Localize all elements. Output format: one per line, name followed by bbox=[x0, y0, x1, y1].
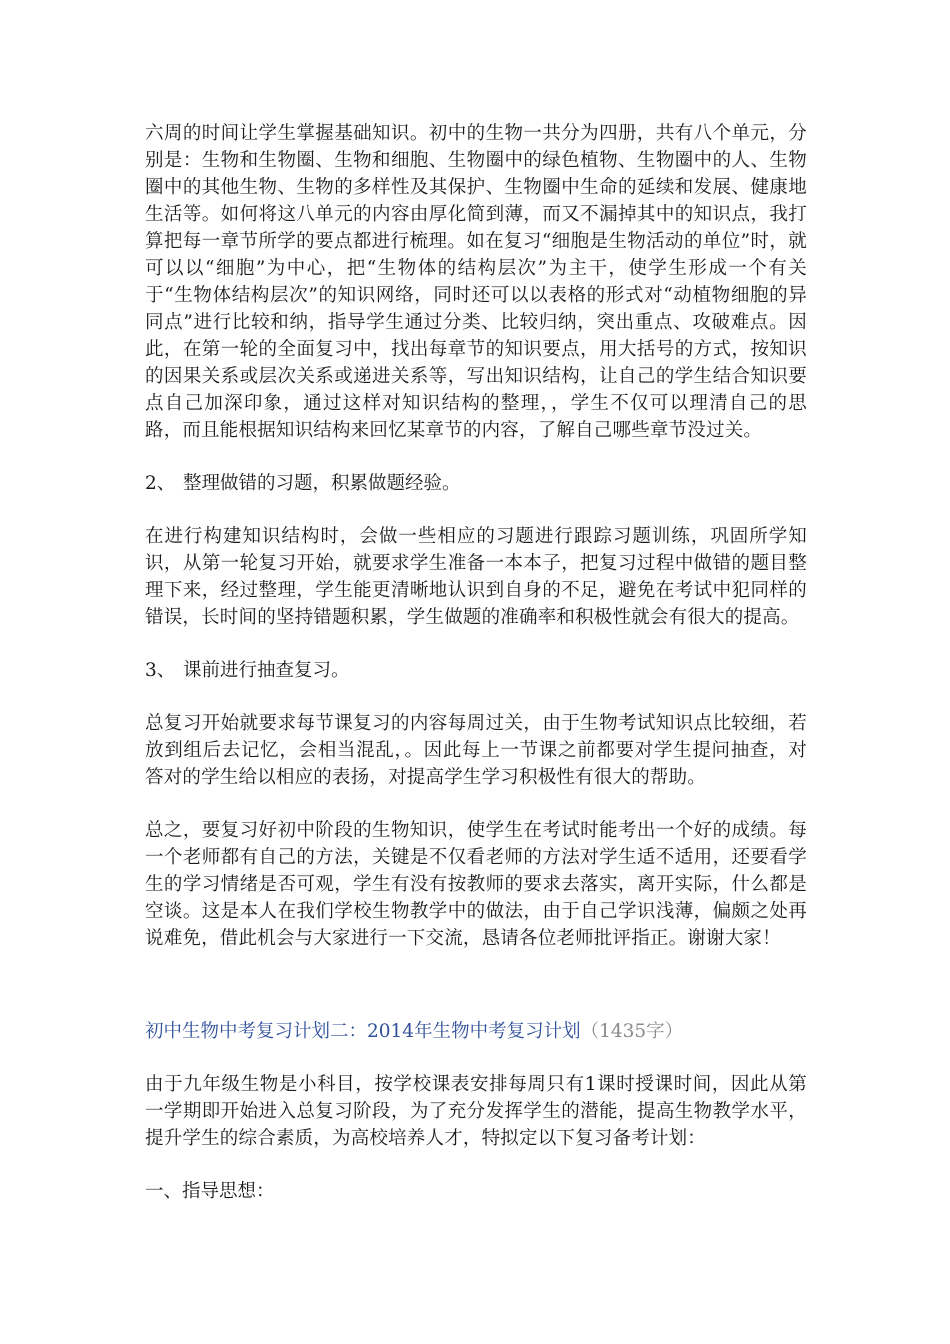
document-page bbox=[145, 120, 807, 1205]
list-item-2-text: 整理做错的习题，积累做题经验。 bbox=[183, 473, 461, 494]
list-item-2-number: 2、 bbox=[145, 473, 176, 494]
list-item-3 bbox=[145, 657, 807, 684]
section-heading-title[interactable]: 初中生物中考复习计划二：2014年生物中考复习计划 bbox=[145, 1021, 581, 1042]
list-item-2 bbox=[145, 470, 807, 497]
list-item-3-number: 3、 bbox=[145, 660, 176, 681]
list-item-3-text: 课前进行抽查复习。 bbox=[183, 660, 350, 681]
paragraph-knowledge-review: 六周的时间让学生掌握基础知识。初中的生物一共分为四册，共有八个单元，分别是：生物和生物圈、生物和细胞、生物圈中的绿色植物、生物圈中的人、生物圈中的其他生物、生物的多样性及其保护、生物圈中生命的延续和发展、健康地生活等。如何将这八单元的内容由厚化简到薄，而又不漏掉其中的知识点，我打算把每一章节所学的要点都进行梳理。如在复习“细胞是生物活动的单位”时，就可以以“细胞”为中心，把“生物体的结构层次”为主干，使学生形成一个有关于“生物体结构层次”的知识网络，同时还可以以表格的形式对“动植物细胞的异同点”进行比较和纳，指导学生通过分类、比较归纳，突出重点、攻破难点。因此，在第一轮的全面复习中，找出每章节的知识要点，用大括号的方式，按知识的因果关系或层次关系或递进关系等，写出知识结构，让自己的学生结合知识要点自己加深印象，通过这样对知识结构的整理，，学生不仅可以理清自己的思路，而且能根据知识结构来回忆某章节的内容，了解自己哪些章节没过关。 bbox=[145, 123, 807, 441]
section-heading-link[interactable] bbox=[145, 1018, 807, 1045]
paragraph-plan-intro: 由于九年级生物是小科目，按学校课表安排每周只有1课时授课时间，因此从第一学期即开始进入总复习阶段，为了充分发挥学生的潜能，提高生物教学水平，提升学生的综合素质，为高校培养人才，特拟定以下复习备考计划： bbox=[145, 1074, 807, 1149]
paragraph-conclusion: 总之，要复习好初中阶段的生物知识，使学生在考试时能考出一个好的成绩。每一个老师都有自己的方法，关键是不仅看老师的方法对学生适不适用，还要看学生的学习情绪是否可观，学生有没有按教师的要求去落实，离开实际，什么都是空谈。这是本人在我们学校生物教学中的做法，由于自己学识浅薄，偏颇之处再说难免，借此机会与大家进行一下交流，恳请各位老师批评指正。谢谢大家！ bbox=[145, 820, 807, 949]
paragraph-spot-check: 总复习开始就要求每节课复习的内容每周过关，由于生物考试知识点比较细，若放到组后去记忆，会相当混乱，。因此每上一节课之前都要对学生提问抽查，对答对的学生给以相应的表扬，对提高学生学习积极性有很大的帮助。 bbox=[145, 713, 807, 788]
section-title-guiding-thought: 一、指导思想： bbox=[145, 1181, 275, 1202]
paragraph-error-collection: 在进行构建知识结构时，会做一些相应的习题进行跟踪习题训练，巩固所学知识，从第一轮复习开始，就要求学生准备一本本子，把复习过程中做错的题目整理下来，经过整理，学生能更清晰地认识到自身的不足，避免在考试中犯同样的错误，长时间的坚持错题积累，学生做题的准确率和积极性就会有很大的提高。 bbox=[145, 526, 807, 628]
word-count-label: （1435字） bbox=[580, 1021, 684, 1042]
